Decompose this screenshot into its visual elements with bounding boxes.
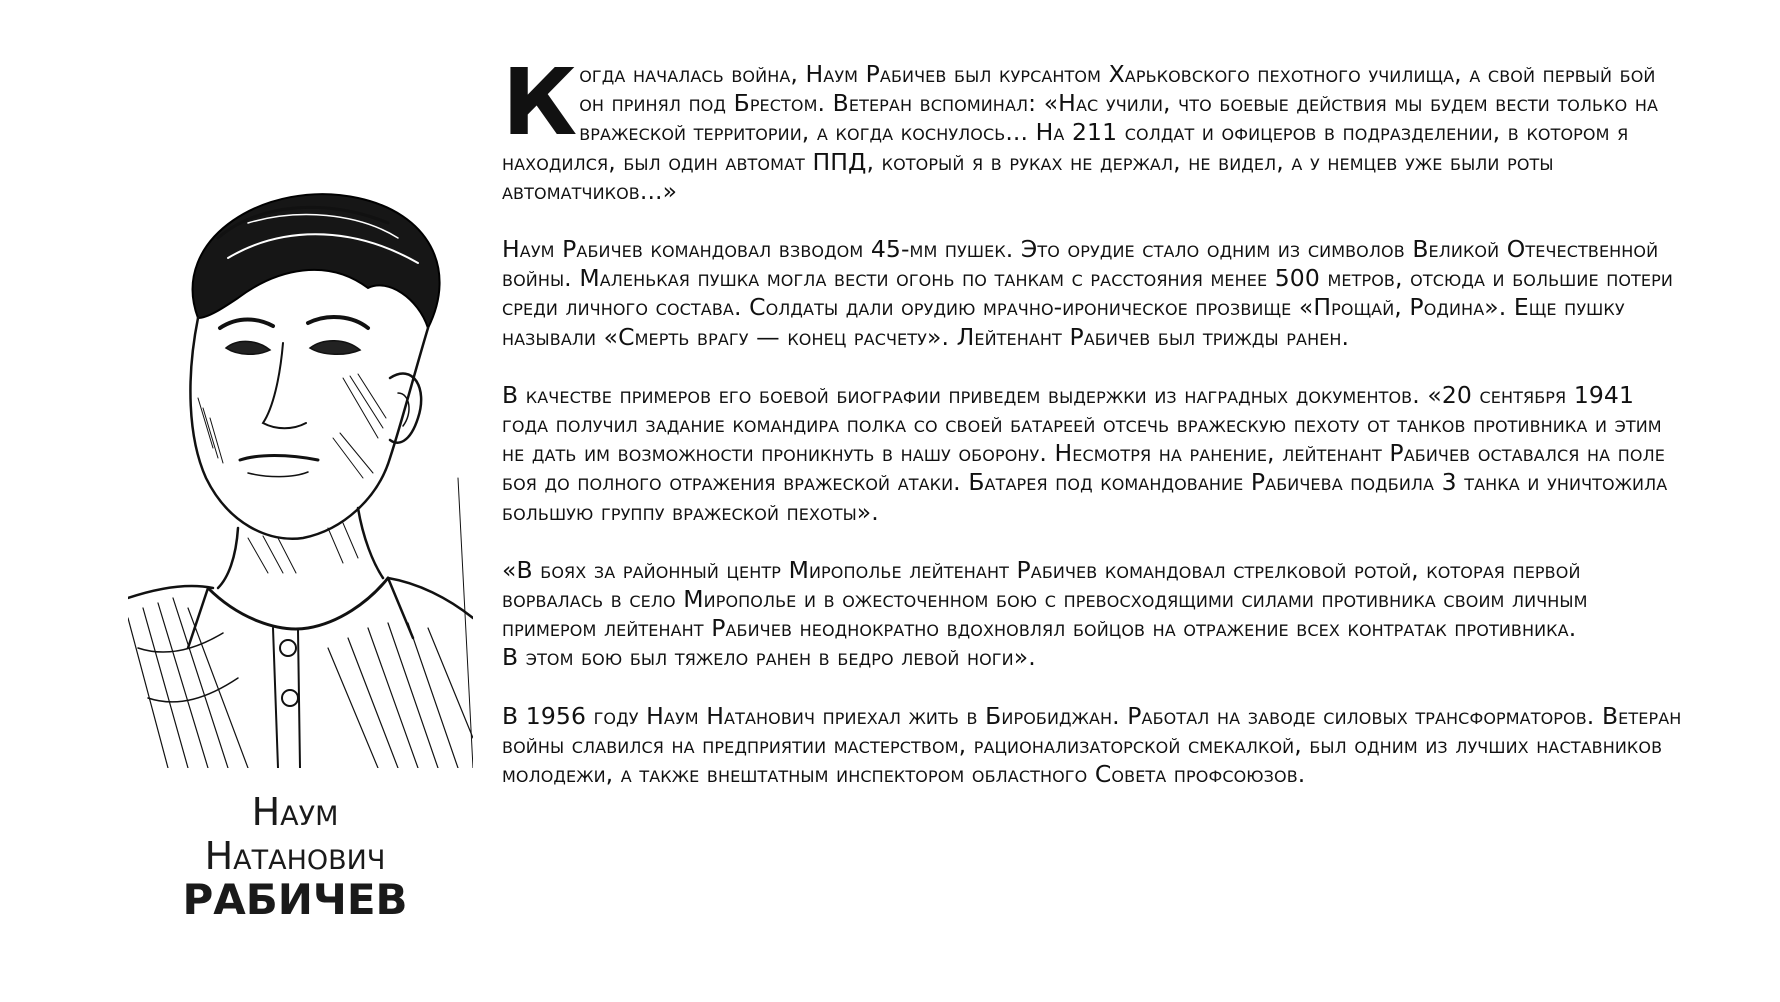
drop-cap: К [502,49,576,156]
portrait-drawing [128,178,473,768]
biography-text [502,49,1682,818]
patronymic: Натанович [204,834,386,878]
paragraph-2: Наум Рабичев командовал взводом 45-мм пушек. Это орудие стало одним из символов Великой Отечественной войны. Маленькая пушка могла вести огонь по танкам с расстояния менее 500 метров, отсюда и большие потери среди личного состава. Солдаты дали орудию мрачно-ироническое прозвище «Прощай, Родина». Еще пушку называли «Смерть врагу — конец расчету». Лейтенант Рабичев был трижды ранен. [502,235,1673,351]
paragraph-4-part-a: «В боях за районный центр Мирополье лейтенант Рабичев командовал стрелковой ротой, которая первой ворвалась в село Мирополье и в ожесточенном бою с превосходящими силами противника своим личным примером лейтенант Рабичев неоднократно вдохновлял бойцов на отражение всех контратак противника. [502,555,1588,643]
paragraph-5: В 1956 году Наум Натанович приехал жить в Биробиджан. Работал на заводе силовых трансформаторов. Ветеран войны славился на предприятии мастерством, рационализаторской смекалкой, был одним из лучших наставников молодежи, а также внештатным инспектором областного Совета профсоюзов. [502,701,1682,789]
paragraph-1-text: огда началась война, Наум Рабичев был курсантом Харьковского пехотного училища, а свой первый бой он принял под Брестом. Ветеран вспоминал: «Нас учили, что боевые действия мы будем вести только на вражеской территории, а когда коснулось... На 211 солдат и офицеров в подразделении, в котором я находился, был один автомат ППД, который я в руках не держал, не видел, а у немцев уже были роты автоматчиков...» [502,60,1659,205]
surname: РАБИЧЕВ [182,875,408,924]
paragraph-1 [502,49,1682,206]
paragraph-4 [502,556,1682,673]
first-name: Наум [251,790,339,834]
paragraph-4-part-b: В этом бою был тяжело ранен в бедро левой ноги». [502,643,1036,672]
person-name-block [150,790,440,922]
paragraph-3: В качестве примеров его боевой биографии приведем выдержки из наградных документов. «20 сентября 1941 года получил задание командира полка со своей батареей отсечь вражескую пехоту от танков противника и этим не дать им возможности проникнуть в нашу оборону. Несмотря на ранение, лейтенант Рабичев оставался на поле боя до полного отражения вражеской атаки. Батарея под командование Рабичева подбила 3 танка и уничтожила большую группу вражеской пехоты». [502,380,1668,526]
